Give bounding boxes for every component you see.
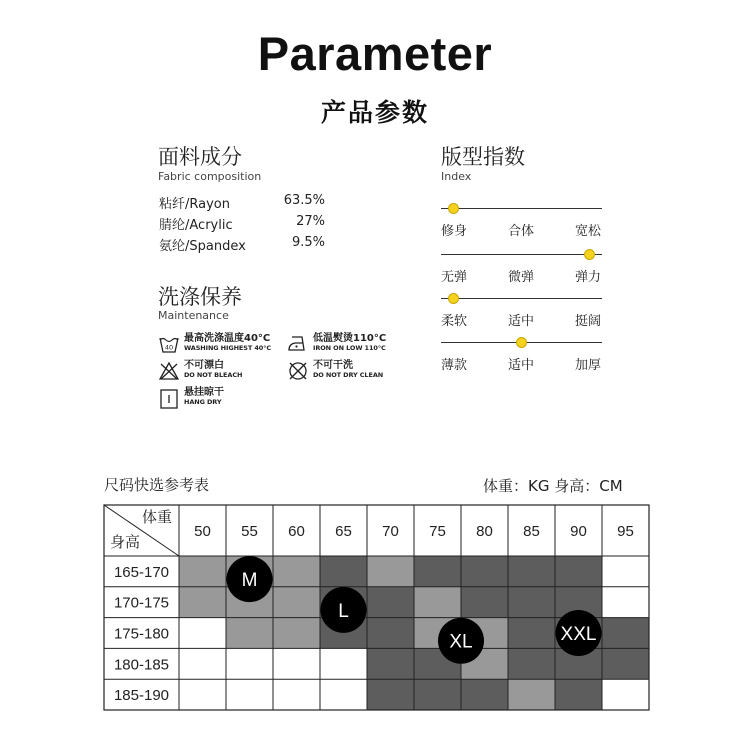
weight-header: 80	[476, 523, 493, 540]
size-cell	[602, 618, 649, 649]
corner-weight-label: 体重	[141, 508, 173, 526]
index-scale-label: 宽松	[575, 224, 602, 239]
size-cell	[179, 556, 226, 587]
size-cell	[320, 648, 367, 679]
fabric-value: 27%	[296, 214, 325, 229]
index-subheading: Index	[441, 170, 472, 183]
weight-header: 95	[617, 523, 634, 540]
care-label-en: WASHING HIGHEST 40°C	[184, 344, 272, 352]
care-label-cn: 不可漂白	[184, 360, 224, 371]
size-cell	[179, 648, 226, 679]
index-scale-label: 挺阔	[575, 314, 602, 329]
size-cell	[179, 587, 226, 618]
size-cell	[602, 679, 649, 710]
size-cell	[320, 679, 367, 710]
index-scale-label: 修身	[441, 224, 468, 239]
height-label: 185-190	[113, 687, 170, 705]
size-badge-label: XXL	[560, 624, 597, 645]
fabric-name: 氨纶/Spandex	[159, 239, 246, 254]
index-scale-label: 合体	[508, 224, 535, 239]
size-cell	[367, 556, 414, 587]
index-scale-label: 加厚	[575, 358, 602, 373]
size-cell	[273, 648, 320, 679]
page-subtitle: 产品参数	[320, 98, 429, 127]
size-chart-units: 体重：KG 身高：CM	[483, 477, 623, 495]
size-badge-label: XL	[449, 631, 473, 653]
size-cell	[273, 679, 320, 710]
care-label-cn: 悬挂晾干	[184, 387, 224, 398]
size-cell	[508, 556, 555, 587]
care-label-en: HANG DRY	[184, 398, 222, 406]
size-cell	[367, 679, 414, 710]
maintenance-subheading: Maintenance	[158, 309, 229, 322]
height-label: 170-175	[113, 594, 170, 612]
size-cell	[414, 587, 461, 618]
size-cell	[508, 618, 555, 649]
index-scale-label: 柔软	[441, 314, 468, 329]
fabric-value: 9.5%	[291, 235, 325, 250]
size-cell	[461, 587, 508, 618]
weight-header: 65	[335, 523, 352, 540]
weight-header: 75	[429, 523, 446, 540]
weight-header: 85	[523, 523, 540, 540]
size-cell	[461, 679, 508, 710]
care-label-en: IRON ON LOW 110°C	[313, 344, 386, 352]
index-heading: 版型指数	[441, 145, 525, 169]
size-cell	[508, 648, 555, 679]
size-cell	[179, 679, 226, 710]
care-label-cn: 不可干洗	[313, 360, 353, 371]
wash-temp-label: 40	[164, 343, 174, 352]
size-cell	[226, 679, 273, 710]
fabric-name: 粘纤/Rayon	[159, 197, 230, 212]
height-label: 175-180	[113, 625, 170, 643]
size-cell	[414, 679, 461, 710]
weight-header: 90	[570, 523, 587, 540]
size-cell	[226, 648, 273, 679]
size-cell	[508, 587, 555, 618]
fabric-subheading: Fabric composition	[158, 170, 262, 183]
size-cell	[367, 648, 414, 679]
weight-header: 55	[241, 523, 258, 540]
size-cell	[273, 587, 320, 618]
size-cell	[414, 556, 461, 587]
index-scale-label: 微弹	[508, 270, 535, 285]
size-cell	[555, 556, 602, 587]
size-cell	[320, 556, 367, 587]
index-scale-label: 薄款	[441, 358, 468, 373]
size-badge-label: M	[241, 570, 258, 592]
care-label-en: DO NOT BLEACH	[184, 371, 243, 379]
size-cell	[367, 587, 414, 618]
size-cell	[602, 556, 649, 587]
weight-header: 50	[194, 523, 211, 540]
size-cell	[555, 679, 602, 710]
care-label-cn: 低温熨烫110°C	[313, 333, 387, 344]
maintenance-heading: 洗涤保养	[158, 285, 242, 309]
care-label-en: DO NOT DRY CLEAN	[313, 371, 384, 379]
size-cell	[602, 648, 649, 679]
index-scale-label: 适中	[508, 358, 535, 373]
size-cell	[226, 618, 273, 649]
size-cell	[461, 556, 508, 587]
fabric-name: 腈纶/Acrylic	[159, 218, 233, 233]
care-label-cn: 最高洗涤温度40°C	[184, 333, 271, 344]
corner-height-label: 身高	[109, 533, 141, 551]
weight-header: 70	[382, 523, 399, 540]
page-title: Parameter	[257, 27, 493, 80]
size-cell	[273, 556, 320, 587]
size-chart-title: 尺码快选参考表	[104, 476, 210, 494]
weight-header: 60	[288, 523, 305, 540]
size-cell	[367, 618, 414, 649]
fabric-value: 63.5%	[283, 193, 325, 208]
height-label: 180-185	[113, 656, 170, 674]
size-cell	[508, 679, 555, 710]
fabric-heading: 面料成分	[158, 145, 242, 169]
index-scale-label: 弹力	[575, 270, 602, 285]
size-cell	[179, 618, 226, 649]
size-badge-label: L	[338, 600, 349, 622]
index-scale-label: 无弹	[441, 270, 468, 285]
index-scale-label: 适中	[508, 314, 535, 329]
size-cell	[273, 618, 320, 649]
size-cell	[602, 587, 649, 618]
height-label: 165-170	[113, 563, 170, 581]
